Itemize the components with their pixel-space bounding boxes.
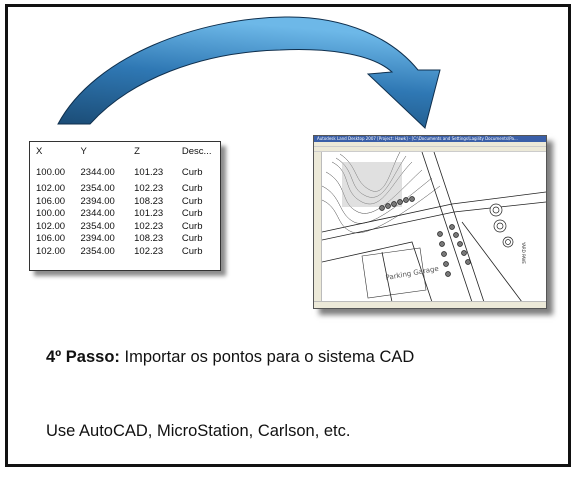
cell-z: 108.23: [134, 233, 164, 245]
cell-z: 102.23: [134, 220, 164, 232]
cell-y: 2344.00: [80, 208, 115, 220]
cell-y: 2354.00: [80, 183, 115, 195]
cad-side-toolbar: [314, 152, 322, 302]
cell-x: 100.00: [36, 166, 66, 178]
cell-desc: Curb: [181, 183, 203, 195]
cell-y: 2354.00: [80, 220, 115, 232]
cad-side-label: YARD PAVE: [521, 242, 526, 264]
table-row: [36, 195, 220, 208]
cell-y: 2354.00: [80, 245, 115, 257]
column-header-desc: Desc...: [181, 146, 212, 157]
cell-y: 2394.00: [80, 233, 115, 245]
table-row: [36, 179, 220, 196]
cad-window-title: Autodesk Land Desktop 2007 [Project: Hawk] - [C:\Documents and Settings\Lagility Documents\Pa...: [314, 136, 546, 142]
cell-x: 102.00: [36, 245, 66, 257]
points-table: [36, 146, 220, 258]
cell-z: 101.23: [134, 208, 164, 220]
step-caption: [46, 348, 414, 367]
cell-desc: Curb: [181, 208, 203, 220]
cell-x: 106.00: [36, 233, 66, 245]
cell-y: 2344.00: [80, 166, 115, 178]
cell-x: 100.00: [36, 208, 66, 220]
cad-status-bar: [314, 301, 546, 308]
column-header-y: Y: [80, 146, 87, 157]
cell-z: 102.23: [134, 245, 164, 257]
cell-x: 102.00: [36, 220, 66, 232]
cell-desc: Curb: [181, 220, 203, 232]
cad-drawing-label: Parking Garage: [384, 264, 440, 282]
cell-desc: Curb: [181, 245, 203, 257]
cell-y: 2394.00: [80, 195, 115, 207]
step-text: Importar os pontos para o sistema CAD: [119, 348, 415, 366]
software-note: Use AutoCAD, MicroStation, Carlson, etc.: [46, 422, 351, 440]
table-row: [36, 208, 220, 221]
cell-z: 108.23: [134, 195, 164, 207]
column-header-x: X: [36, 146, 43, 157]
cad-drawing: [322, 152, 546, 302]
cell-x: 102.00: [36, 183, 66, 195]
cell-desc: Curb: [181, 233, 203, 245]
cell-x: 106.00: [36, 195, 66, 207]
points-table-card: [29, 141, 221, 271]
table-row: [36, 245, 220, 258]
step-label: 4º Passo:: [46, 348, 120, 366]
cell-desc: Curb: [181, 166, 203, 178]
cell-z: 101.23: [134, 166, 164, 178]
table-row: [36, 165, 220, 179]
cad-screenshot: [313, 135, 547, 309]
cell-desc: Curb: [181, 195, 203, 207]
cell-z: 102.23: [134, 183, 164, 195]
column-header-z: Z: [134, 146, 140, 157]
table-row: [36, 220, 220, 233]
table-row: [36, 233, 220, 246]
